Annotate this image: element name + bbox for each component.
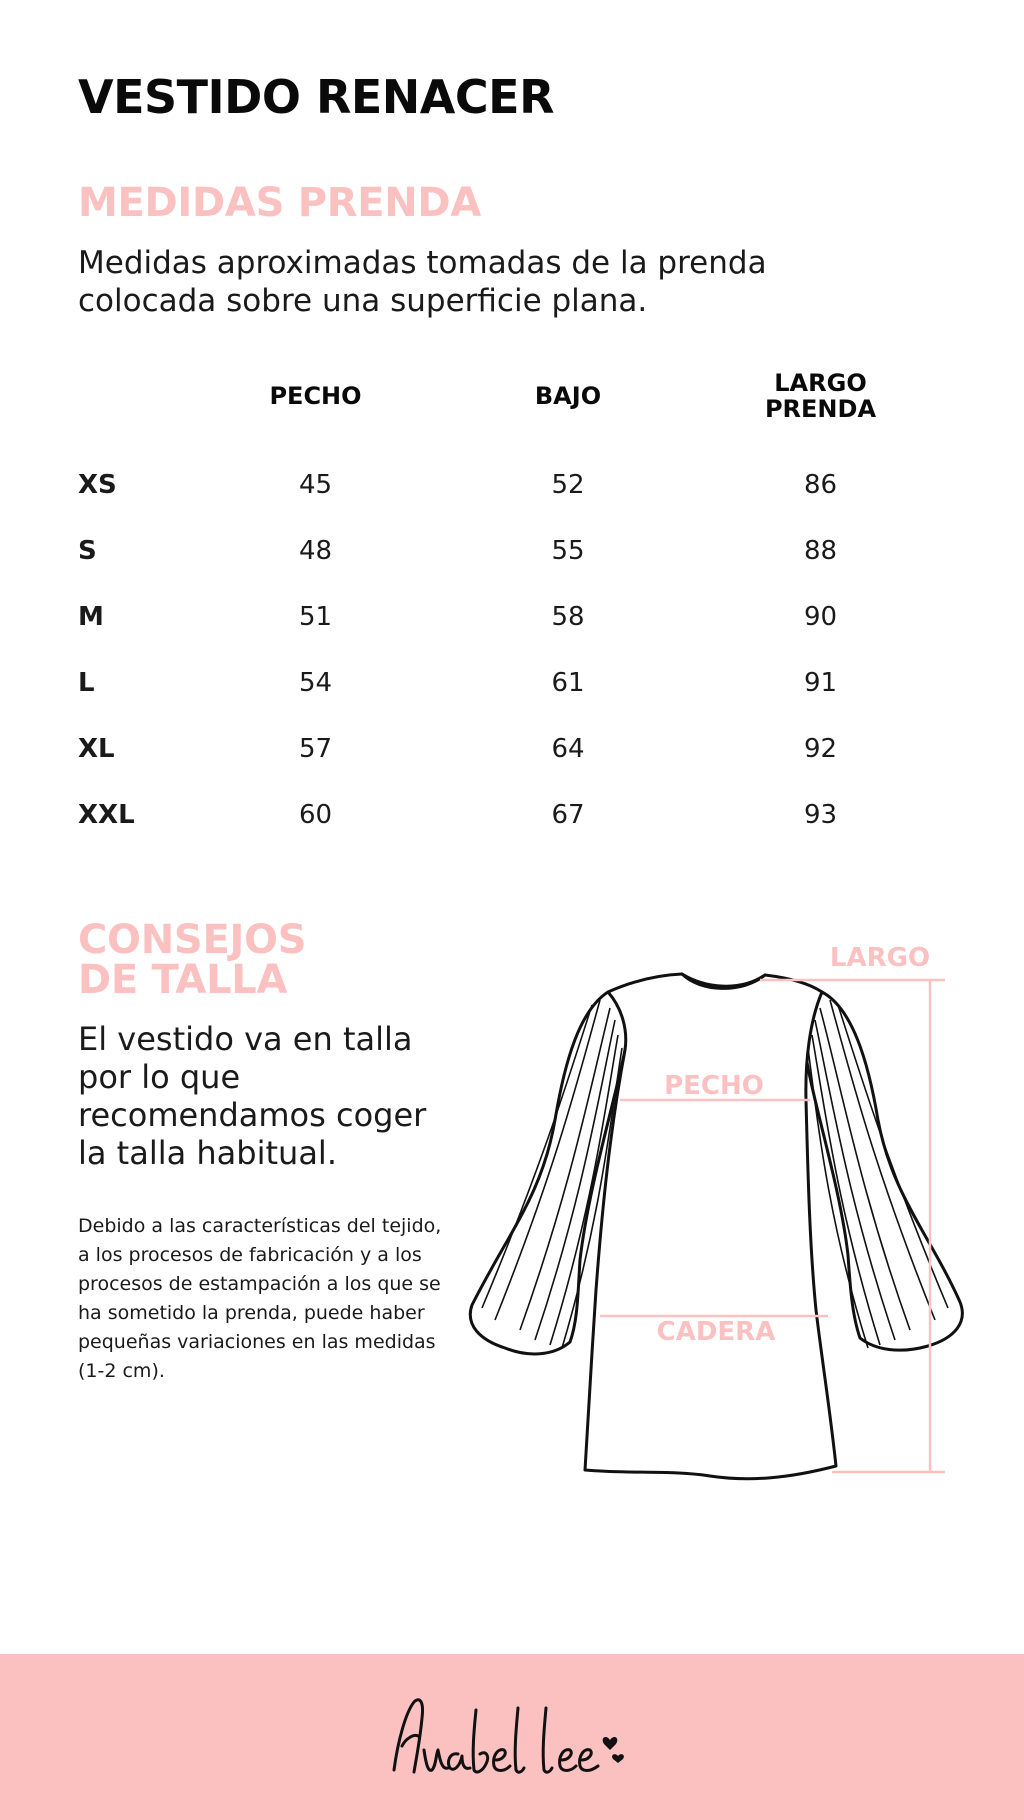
length-value: 91 (803, 668, 838, 698)
length-value: 90 (803, 602, 838, 632)
chest-value: 54 (298, 668, 333, 698)
bottom-value: 52 (551, 470, 585, 500)
table-row (68, 518, 948, 584)
length-value: 93 (803, 800, 838, 830)
bottom-value: 55 (551, 536, 585, 566)
table-header-length (693, 360, 948, 432)
measures-heading: MEDIDAS PRENDA (78, 180, 481, 226)
table-row (68, 716, 948, 782)
bottom-value: 67 (551, 800, 585, 830)
size-label: S (78, 536, 97, 566)
size-table (68, 360, 948, 848)
bottom-value: 64 (551, 734, 585, 764)
tips-heading-line1: CONSEJOS (78, 917, 307, 963)
hip-label: CADERA (656, 1317, 776, 1347)
size-label: L (78, 668, 95, 698)
bottom-value: 58 (551, 602, 585, 632)
size-label: XL (78, 734, 115, 764)
tips-heading (78, 917, 307, 1003)
table-header-size (68, 360, 188, 432)
chest-value: 51 (298, 602, 333, 632)
page-title: VESTIDO RENACER (78, 70, 554, 124)
length-value: 88 (803, 536, 838, 566)
tips-main-text: El vestido va en talla por lo que recomendamos coger la talla habitual. (78, 1020, 427, 1172)
table-row (68, 782, 948, 848)
table-row (68, 584, 948, 650)
tips-note: Debido a las características del tejido, a los procesos de fabricación y a los procesos de estampación a los que se ha sometido la prenda, puede haber pequeñas variaciones en las medidas (1-2 cm). (78, 1215, 442, 1382)
length-label: LARGO (829, 943, 931, 973)
chest-value: 48 (298, 536, 333, 566)
table-row (68, 452, 948, 518)
size-label: XS (78, 470, 117, 500)
size-label: XXL (78, 800, 135, 830)
brand-logo (384, 1690, 644, 1790)
chest-label: PECHO (664, 1071, 764, 1101)
bottom-value: 61 (551, 668, 585, 698)
table-header-row (68, 360, 948, 432)
dress-illustration (460, 930, 980, 1490)
chest-value: 45 (298, 470, 333, 500)
table-header-chest: PECHO (269, 382, 362, 410)
chest-value: 60 (298, 800, 333, 830)
size-label: M (78, 602, 104, 632)
table-header-bottom: BAJO (534, 382, 602, 410)
tips-heading-line2: DE TALLA (78, 957, 288, 1003)
length-value: 86 (803, 470, 838, 500)
chest-value: 57 (298, 734, 333, 764)
length-value: 92 (803, 734, 838, 764)
measures-description: Medidas aproximadas tomadas de la prenda colocada sobre una superficie plana. (78, 245, 767, 319)
right-sleeve (804, 992, 962, 1350)
table-row (68, 650, 948, 716)
table-header-length-label: LARGO PRENDA (764, 369, 877, 423)
